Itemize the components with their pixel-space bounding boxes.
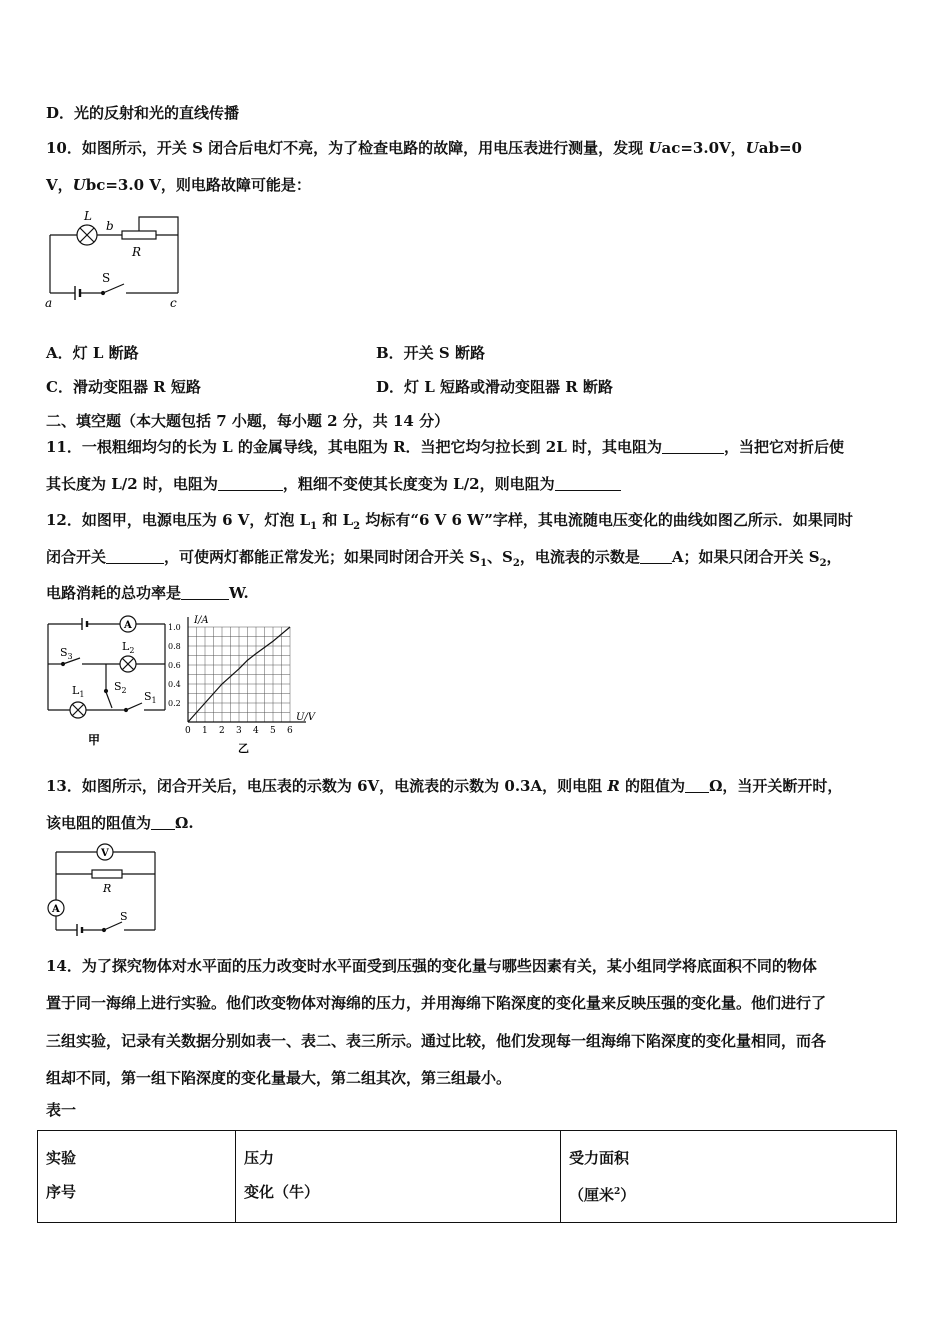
x-tick-label: 4 — [253, 726, 259, 736]
x-tick-label: 0 — [185, 726, 191, 736]
q10-option-b: B．开关 S 断路 — [376, 344, 485, 362]
label-s: S — [120, 910, 128, 923]
label-c: c — [170, 296, 177, 310]
label-a: a — [45, 296, 53, 310]
figure-caption-jia: 甲 — [88, 733, 101, 747]
switch-s1 — [126, 703, 142, 710]
y-tick-label: 1.0 — [168, 623, 181, 632]
label-s3: $S_3$ — [60, 646, 73, 661]
table-1 — [37, 1130, 897, 1223]
y-tick-label: 0.6 — [168, 661, 181, 670]
q10-option-a: A．灯 L 断路 — [46, 344, 139, 362]
q11-line-2: 其长度为 L/2 时，电阻为 ，粗细不变使其长度变为 L/2，则电阻为 — [46, 473, 621, 494]
q12-line-3: 电路消耗的总功率是 W. — [46, 584, 249, 602]
label-s1: $S_1$ — [144, 690, 157, 705]
x-tick-label: 5 — [270, 726, 276, 736]
table-1-title: 表一 — [46, 1101, 77, 1119]
label-b: b — [106, 219, 114, 233]
q13-line-2: 该电阻的阻值为 Ω. — [46, 814, 194, 832]
header-cell-area: 受力面积 （厘米$^2$） — [561, 1131, 897, 1223]
q14-line-4: 组却不同，第一组下陷深度的变化量最大，第二组其次，第三组最小。 — [46, 1069, 512, 1087]
label-s: S — [102, 271, 111, 285]
q13-line-1: 13．如图所示，闭合开关后，电压表的示数为 6V，电流表的示数为 0.3A，则电阻 R 的阻值为 Ω，当开关断开时， — [46, 777, 843, 795]
q12-line-1: 12．如图甲，电源电压为 6 V，灯泡 $L_1$ 和 $L_2$ 均标有“6 V 6 W”字样，其电流随电压变化的曲线如图乙所示．如果同时 — [46, 511, 853, 532]
y-tick-label: 0.8 — [168, 642, 181, 651]
answer-blank[interactable] — [640, 549, 672, 564]
rheostat-r-symbol — [122, 231, 156, 239]
q14-line-3: 三组实验，记录有关数据分别如表一、表二、表三所示。通过比较，他们发现每一组海绵下陷深度的变化量相同，而各 — [46, 1032, 827, 1050]
q10-option-d: D．灯 L 短路或滑动变阻器 R 断路 — [376, 378, 613, 396]
x-tick-label: 3 — [236, 726, 242, 736]
x-tick-label: 1 — [202, 726, 208, 736]
label-l: L — [84, 209, 92, 223]
switch-s-symbol — [104, 922, 122, 930]
q14-line-2: 置于同一海绵上进行实验。他们改变物体对海绵的压力，并用海绵下陷深度的变化量来反映压强的变化量。他们进行了 — [46, 994, 827, 1012]
label-l2: $L_2$ — [122, 640, 135, 655]
x-tick-label: 2 — [219, 726, 225, 736]
header-cell-trial: 实验 序号 — [38, 1131, 236, 1223]
voltmeter-label: V — [101, 848, 109, 859]
q10-option-c: C．滑动变阻器 R 短路 — [46, 378, 201, 396]
answer-blank[interactable] — [106, 549, 164, 564]
answer-blank[interactable] — [151, 815, 175, 830]
q10-circuit-figure — [40, 205, 190, 315]
q13-circuit-figure — [40, 840, 165, 940]
label-s2: $S_2$ — [114, 680, 127, 695]
figure-caption-yi: 乙 — [238, 742, 249, 755]
x-tick-label: 6 — [287, 726, 293, 736]
label-r: R — [103, 882, 112, 895]
q12-circuit-jia — [40, 612, 175, 752]
q14-line-1: 14．为了探究物体对水平面的压力改变时水平面受到压强的变化量与哪些因素有关，某小组同学将底面积不同的物体 — [46, 957, 817, 975]
answer-blank[interactable] — [181, 585, 229, 600]
y-axis-label: I/A — [194, 615, 209, 626]
q12-line-2: 闭合开关 ，可使两灯都能正常发光；如果同时闭合开关 $S_1$、$S_2$，电流表的示数是 A；如果只闭合开关 $S_2$， — [46, 548, 842, 569]
x-axis-label: U/V — [296, 712, 316, 723]
ammeter-label: A — [52, 904, 60, 915]
section-2-title: 二、填空题（本大题包括 7 小题，每小题 2 分，共 14 分） — [46, 412, 450, 430]
label-r: R — [132, 245, 142, 259]
answer-blank[interactable] — [662, 439, 724, 454]
q12-iu-chart — [168, 612, 328, 757]
switch-s-symbol — [103, 284, 124, 293]
switch-s2 — [106, 692, 112, 708]
q9-option-d: D．光的反射和光的直线传播 — [46, 104, 240, 122]
label-l1: $L_1$ — [72, 684, 85, 699]
y-tick-label: 0.2 — [168, 699, 181, 708]
q10-line-1: 10．如图所示，开关 S 闭合后电灯不亮，为了检查电路的故障，用电压表进行测量，发现 Uac=3.0V，Uab=0 — [46, 139, 802, 157]
q11-line-1: 11．一根粗细均匀的长为 L 的金属导线，其电阻为 R．当把它均匀拉长到 2L 时，其电阻为 ，当把它对折后使 — [46, 438, 845, 456]
ammeter-label: A — [124, 620, 132, 631]
q10-line-2: V，Ubc=3.0 V，则电路故障可能是： — [46, 176, 311, 194]
header-cell-pressure-change: 压力 变化（牛） — [236, 1131, 561, 1223]
resistor-r-symbol — [92, 870, 122, 878]
y-tick-label: 0.4 — [168, 680, 181, 689]
table-header-row — [38, 1131, 897, 1223]
answer-blank[interactable] — [555, 476, 621, 491]
answer-blank[interactable] — [685, 778, 709, 793]
answer-blank[interactable] — [218, 476, 283, 491]
